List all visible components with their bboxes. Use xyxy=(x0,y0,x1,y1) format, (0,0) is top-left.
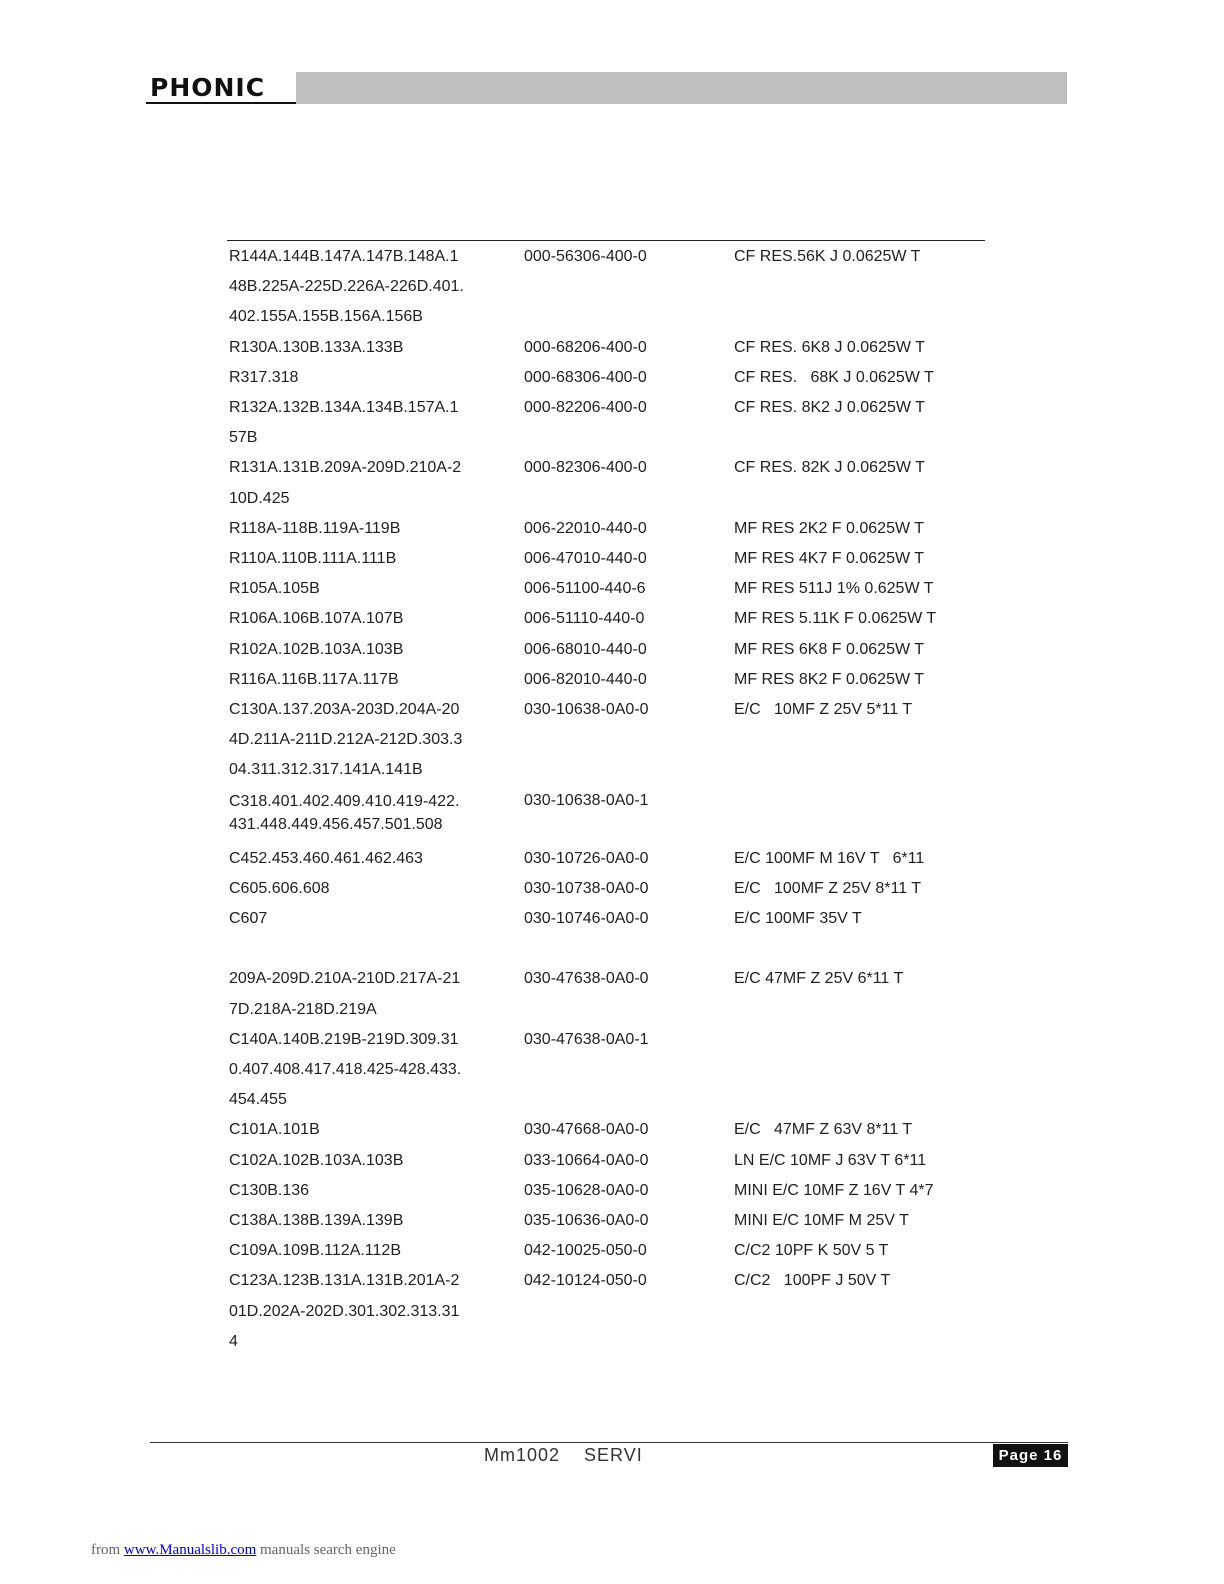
part-number: 030-10738-0A0-0 xyxy=(524,879,649,897)
ref-designator: C130A.137.203A-203D.204A-20 xyxy=(229,701,460,719)
part-description: E/C 10MF Z 25V 5*11 T xyxy=(734,701,913,719)
table-row xyxy=(229,453,989,483)
table-row xyxy=(229,725,989,755)
ref-designator: R102A.102B.103A.103B xyxy=(229,640,404,658)
table-row xyxy=(229,363,989,393)
ref-designator: C130B.136 xyxy=(229,1181,310,1199)
table-row xyxy=(229,1055,989,1085)
part-number: 006-22010-440-0 xyxy=(524,519,647,537)
part-number: 000-82306-400-0 xyxy=(524,459,647,477)
ref-designator: C607 xyxy=(229,910,268,928)
table-row xyxy=(229,423,989,453)
part-description: CF RES. 82K J 0.0625W T xyxy=(734,459,925,477)
part-description: CF RES. 8K2 J 0.0625W T xyxy=(734,399,925,417)
parts-list xyxy=(229,242,989,1357)
part-number: 042-10025-050-0 xyxy=(524,1242,647,1260)
part-number: 030-47638-0A0-1 xyxy=(524,1030,649,1048)
ref-designator: C138A.138B.139A.139B xyxy=(229,1212,404,1230)
table-row xyxy=(229,1297,989,1327)
header-bar xyxy=(296,72,1067,104)
ref-designator: R132A.132B.134A.134B.157A.1 xyxy=(229,399,459,417)
ref-designator: R131A.131B.209A-209D.210A-2 xyxy=(229,459,462,477)
table-row xyxy=(229,995,989,1025)
part-number: 006-68010-440-0 xyxy=(524,640,647,658)
table-row xyxy=(229,1146,989,1176)
part-description: MF RES 2K2 F 0.0625W T xyxy=(734,519,924,537)
ref-designator: R116A.116B.117A.117B xyxy=(229,670,399,688)
part-number: 000-82206-400-0 xyxy=(524,399,647,417)
ref-designator: R110A.110B.111A.111B xyxy=(229,550,397,568)
part-description: E/C 47MF Z 25V 6*11 T xyxy=(734,970,904,988)
table-row xyxy=(229,393,989,423)
part-number: 006-47010-440-0 xyxy=(524,550,647,568)
ref-designator: 04.311.312.317.141A.141B xyxy=(229,761,423,779)
table-row xyxy=(229,964,989,994)
part-number: 035-10636-0A0-0 xyxy=(524,1212,649,1230)
table-row xyxy=(229,1266,989,1296)
table-row xyxy=(229,272,989,302)
table-row xyxy=(229,695,989,725)
part-description: C/C2 100PF J 50V T xyxy=(734,1272,891,1290)
part-description: CF RES.56K J 0.0625W T xyxy=(734,248,921,265)
logo-underline xyxy=(146,102,296,104)
ref-designator: C452.453.460.461.462.463 xyxy=(229,849,423,867)
part-description: MF RES 511J 1% 0.625W T xyxy=(734,580,934,598)
ref-designator: 01D.202A-202D.301.302.313.31 xyxy=(229,1302,460,1320)
ref-designator: C109A.109B.112A.112B xyxy=(229,1242,401,1260)
part-description: C/C2 10PF K 50V 5 T xyxy=(734,1242,889,1260)
ref-designator: 10D.425 xyxy=(229,489,290,507)
manualslib-link[interactable]: www.Manualslib.com xyxy=(123,1542,257,1558)
part-description: MF RES 6K8 F 0.0625W T xyxy=(734,640,924,658)
part-description: MF RES 5.11K F 0.0625W T xyxy=(734,610,937,628)
ref-designator: 0.407.408.417.418.425-428.433. xyxy=(229,1061,462,1079)
table-row xyxy=(229,1025,989,1055)
part-number: 030-10638-0A0-1 xyxy=(524,791,649,809)
phonic-logo: PHONIC xyxy=(150,73,266,102)
table-row xyxy=(229,874,989,904)
part-number: 030-10746-0A0-0 xyxy=(524,910,649,928)
part-description: MINI E/C 10MF M 25V T xyxy=(734,1212,909,1230)
ref-designator: R105A.105B xyxy=(229,580,320,598)
ref-designator: R118A-118B.119A-119B xyxy=(229,519,401,537)
ref-designator: C123A.123B.131A.131B.201A-2 xyxy=(229,1272,460,1290)
part-number: 030-10726-0A0-0 xyxy=(524,849,649,867)
table-row xyxy=(229,604,989,634)
table-row xyxy=(229,1236,989,1266)
table-row xyxy=(229,1115,989,1145)
table-row xyxy=(229,574,989,604)
table-spacer xyxy=(229,934,989,964)
table-row xyxy=(229,544,989,574)
table-row xyxy=(229,1085,989,1115)
ref-designator: 48B.225A-225D.226A-226D.401. xyxy=(229,278,464,296)
ref-designator: 402.155A.155B.156A.156B xyxy=(229,308,423,326)
ref-designator: C318.401.402.409.410.419-422. 431.448.449.456.457.501.508 xyxy=(229,792,460,833)
table-row xyxy=(229,844,989,874)
table-row xyxy=(229,755,989,785)
source-line xyxy=(91,1542,396,1559)
ref-designator: C605.606.608 xyxy=(229,879,330,897)
part-number: 030-47668-0A0-0 xyxy=(524,1121,649,1139)
ref-designator: 4D.211A-211D.212A-212D.303.3 xyxy=(229,731,463,749)
table-row xyxy=(229,242,989,272)
ref-designator: R144A.144B.147A.147B.148A.1 xyxy=(229,248,459,265)
table-row xyxy=(229,665,989,695)
part-description: E/C 100MF Z 25V 8*11 T xyxy=(734,879,922,897)
part-number: 042-10124-050-0 xyxy=(524,1272,647,1290)
part-number: 006-51100-440-6 xyxy=(524,580,646,598)
source-prefix: from xyxy=(91,1542,121,1558)
part-number: 000-68306-400-0 xyxy=(524,368,647,386)
part-number: 006-51110-440-0 xyxy=(524,610,645,628)
part-description: E/C 100MF M 16V T 6*11 xyxy=(734,849,925,867)
table-row xyxy=(229,484,989,514)
ref-designator: R106A.106B.107A.107B xyxy=(229,610,404,628)
table-row xyxy=(229,635,989,665)
ref-designator: 4 xyxy=(229,1332,238,1350)
table-row xyxy=(229,1176,989,1206)
table-row xyxy=(229,1206,989,1236)
ref-designator: R130A.130B.133A.133B xyxy=(229,338,404,356)
ref-designator: C140A.140B.219B-219D.309.31 xyxy=(229,1030,459,1048)
ref-designator: 57B xyxy=(229,429,258,447)
part-number: 006-82010-440-0 xyxy=(524,670,647,688)
part-description: E/C 100MF 35V T xyxy=(734,910,862,928)
part-description: CF RES. 6K8 J 0.0625W T xyxy=(734,338,925,356)
table-row xyxy=(229,786,989,844)
page-number-badge: Page 16 xyxy=(993,1444,1068,1467)
table-top-rule xyxy=(227,240,985,241)
ref-designator: 454.455 xyxy=(229,1091,287,1109)
part-number: 000-56306-400-0 xyxy=(524,248,647,265)
table-row xyxy=(229,302,989,332)
part-number: 035-10628-0A0-0 xyxy=(524,1181,649,1199)
ref-designator: R317.318 xyxy=(229,368,299,386)
part-number: 000-68206-400-0 xyxy=(524,338,647,356)
source-suffix: manuals search engine xyxy=(260,1542,396,1558)
part-description: MF RES 8K2 F 0.0625W T xyxy=(734,670,924,688)
footer-rule xyxy=(150,1442,1068,1443)
table-row xyxy=(229,1327,989,1357)
ref-designator: 209A-209D.210A-210D.217A-21 xyxy=(229,970,461,988)
ref-designator: C101A.101B xyxy=(229,1121,320,1139)
part-number: 030-10638-0A0-0 xyxy=(524,701,649,719)
part-description: E/C 47MF Z 63V 8*11 T xyxy=(734,1121,913,1139)
footer-title: Mm1002 SERVI xyxy=(484,1445,643,1465)
part-description: MINI E/C 10MF Z 16V T 4*7 xyxy=(734,1181,934,1199)
ref-designator: 7D.218A-218D.219A xyxy=(229,1000,377,1018)
part-description: LN E/C 10MF J 63V T 6*11 xyxy=(734,1151,927,1169)
table-row xyxy=(229,333,989,363)
part-description: MF RES 4K7 F 0.0625W T xyxy=(734,550,924,568)
table-row xyxy=(229,904,989,934)
table-row xyxy=(229,514,989,544)
part-description: CF RES. 68K J 0.0625W T xyxy=(734,368,934,386)
part-number: 030-47638-0A0-0 xyxy=(524,970,649,988)
ref-designator: C102A.102B.103A.103B xyxy=(229,1151,404,1169)
part-number: 033-10664-0A0-0 xyxy=(524,1151,649,1169)
